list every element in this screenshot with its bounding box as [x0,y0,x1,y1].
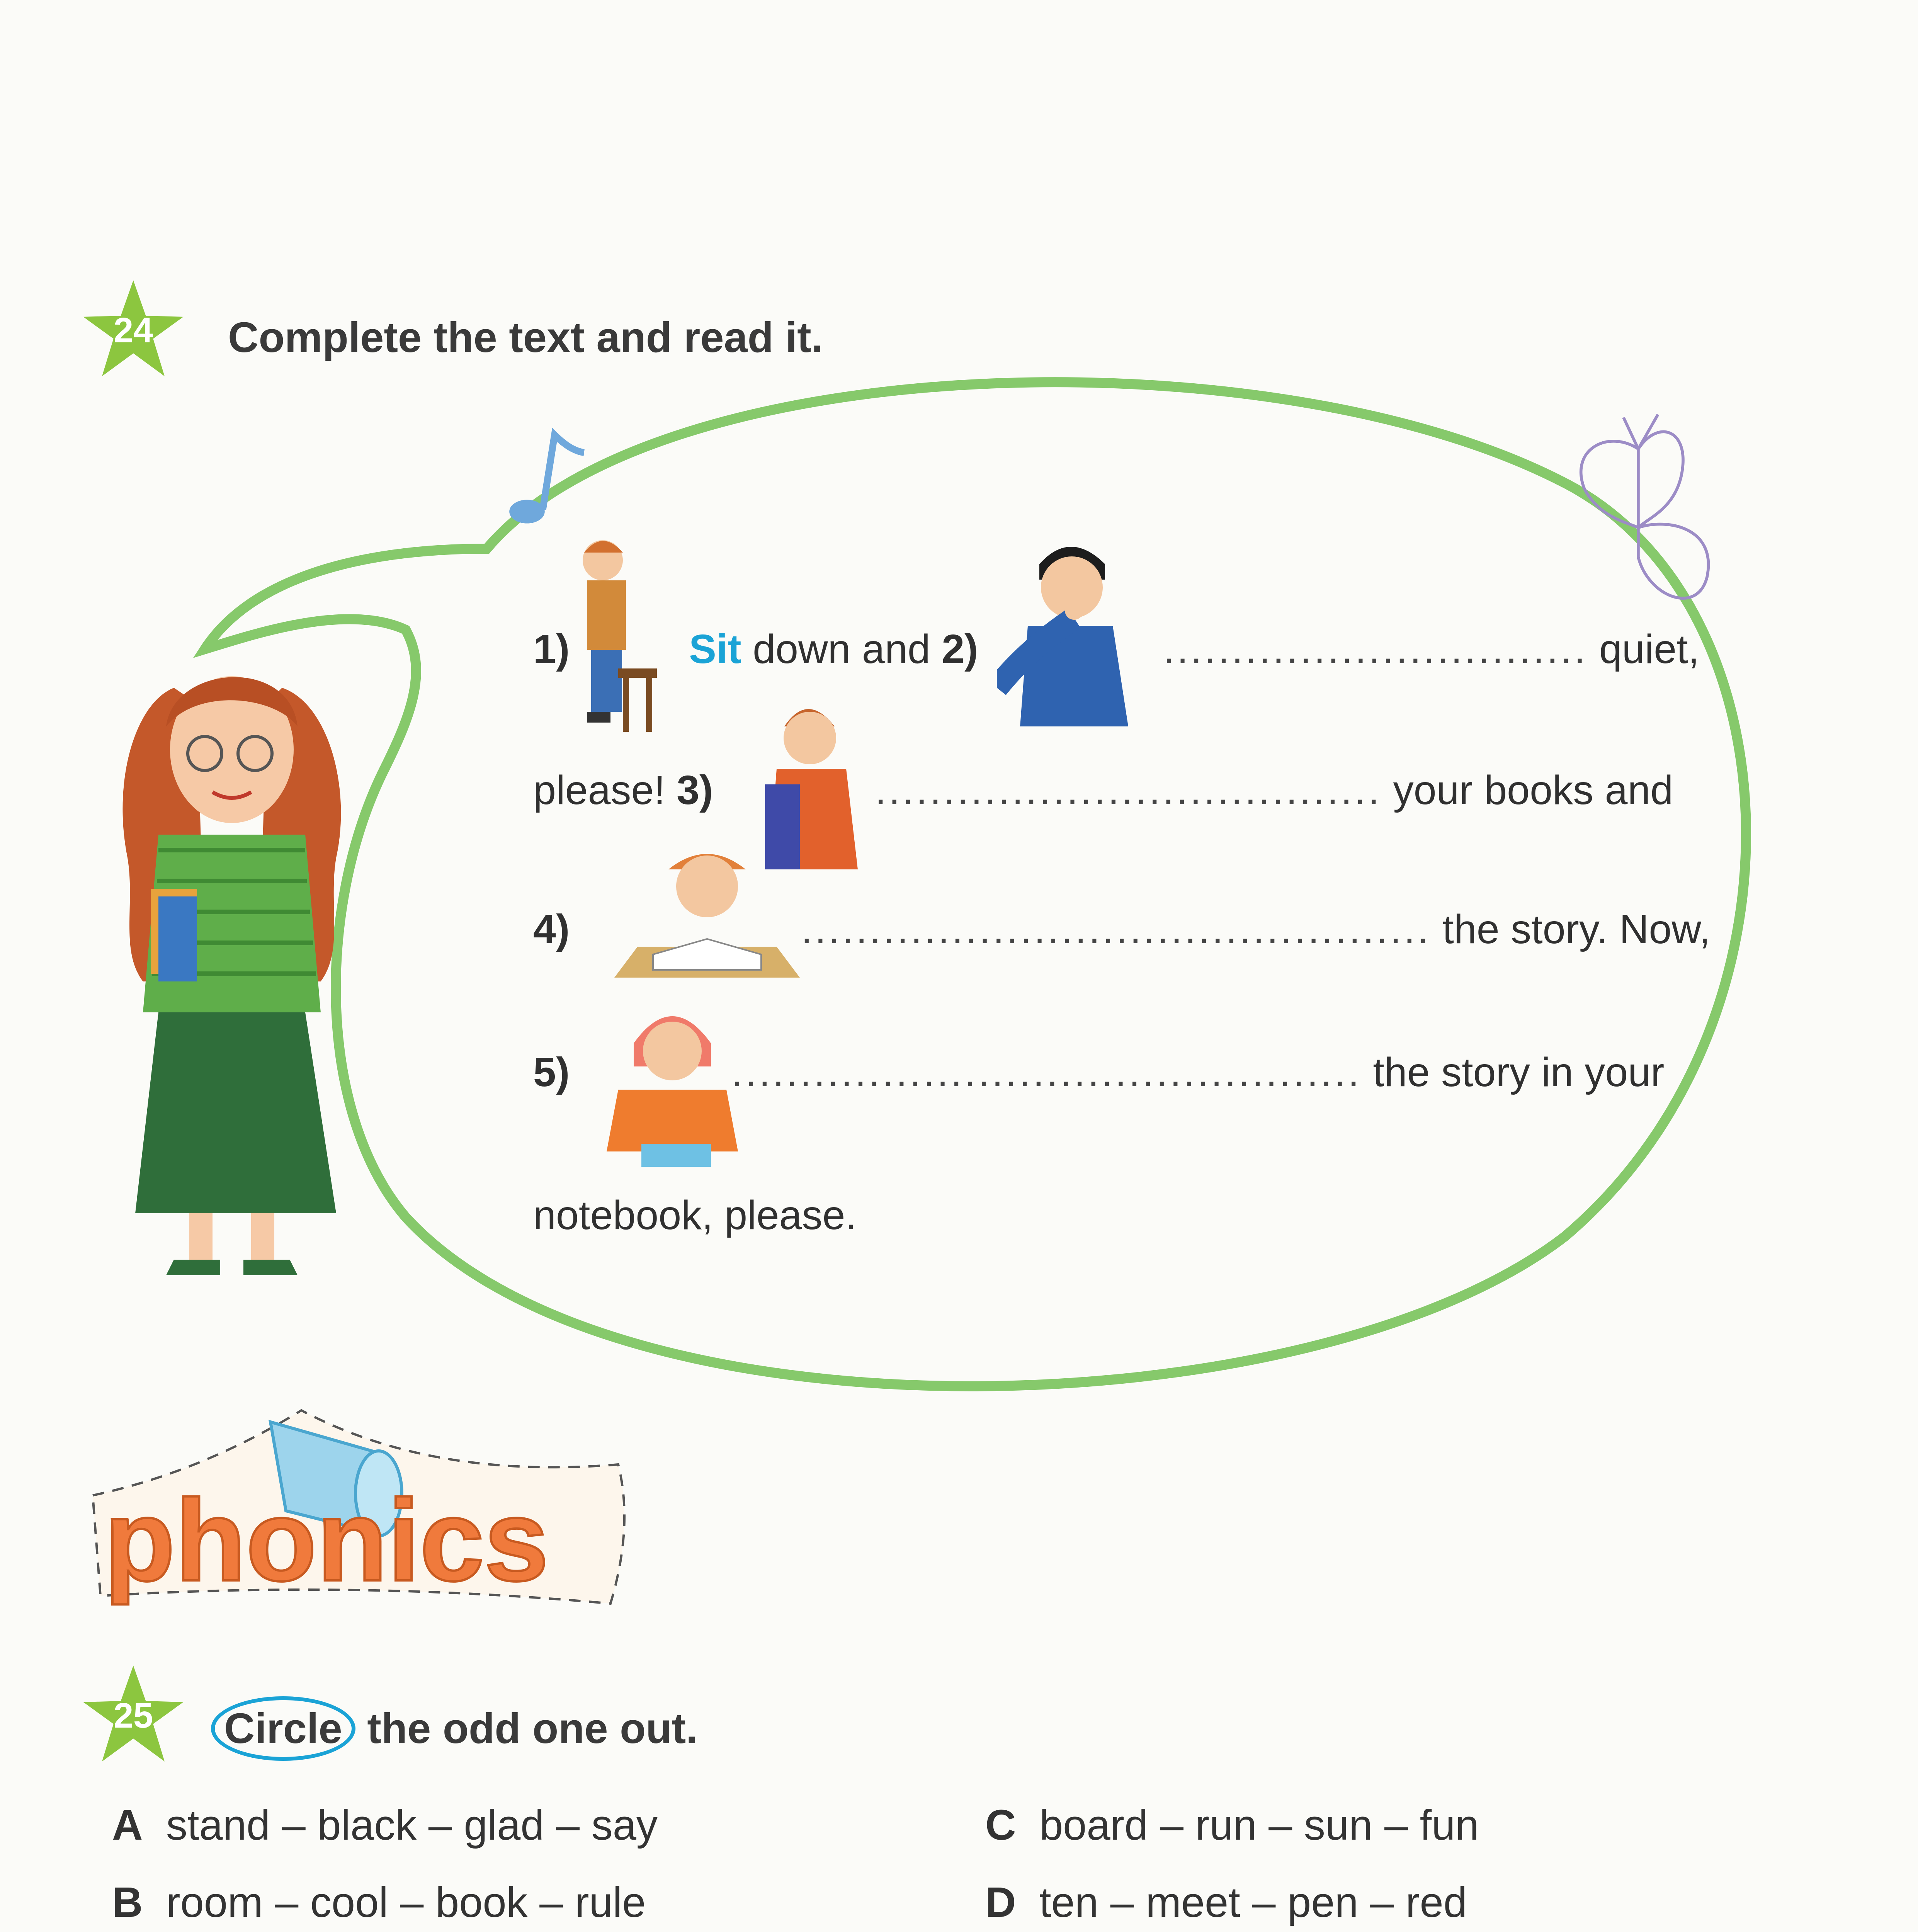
row-words[interactable]: room – cool – book – rule [166,1879,646,1926]
item-2-number: 2) [942,626,978,672]
exercise-25-number: 25 [113,1696,153,1735]
bubble-line-5: notebook, please. [533,1192,857,1238]
item-2-blank[interactable]: ............................... [1163,626,1588,672]
phonics-label: phonics [104,1475,549,1605]
odd-one-out-row-b [112,1878,646,1927]
exercise-25-star-badge [81,1663,185,1768]
line-2-end: your books and [1393,767,1673,813]
sitting-boy-icon [556,529,665,746]
item-1-number: 1) [533,626,570,672]
circle-word: Circle [211,1696,355,1761]
butterfly-drawing [1538,410,1739,626]
exercise-24-title: Complete the text and read it. [228,314,823,361]
odd-one-out-row-c [985,1801,1479,1850]
boy-reading-icon [607,838,808,985]
exercise-25-title [224,1696,698,1761]
odd-one-out-row-a [112,1801,658,1850]
row-words[interactable]: board – run – sun – fun [1039,1801,1479,1849]
row-words[interactable]: stand – black – glad – say [166,1801,658,1849]
bubble-line-2 [533,767,1673,814]
row-letter: D [985,1879,1016,1926]
row-letter: C [985,1801,1016,1849]
girl-writing-icon [603,989,742,1175]
row-letter: B [112,1879,143,1926]
line-4-end: the story in your [1373,1049,1665,1095]
item-3-blank[interactable]: ..................................... [875,767,1382,813]
line-2-start: please! [533,767,665,813]
exercise-25-title-rest: the odd one out. [367,1705,698,1752]
item-4-number: 4) [533,906,570,952]
phonics-logo [85,1364,634,1615]
item-3-number: 3) [677,767,713,813]
row-words[interactable]: ten – meet – pen – red [1039,1879,1467,1926]
item-1-answer: Sit [689,626,741,672]
music-note-icon [498,425,599,533]
item-5-blank[interactable]: .............................................. [731,1049,1362,1095]
line-1-end: quiet, [1599,626,1700,672]
line-3-end: the story. Now, [1442,906,1711,952]
item-4-blank[interactable]: .............................................. [801,906,1431,952]
odd-one-out-row-d [985,1878,1467,1927]
shushing-boy-icon [997,533,1144,734]
line-1-text: down and [753,626,930,672]
teacher-illustration [104,657,359,1291]
item-5-number: 5) [533,1049,570,1095]
row-letter: A [112,1801,143,1849]
exercise-24-number: 24 [113,310,153,350]
